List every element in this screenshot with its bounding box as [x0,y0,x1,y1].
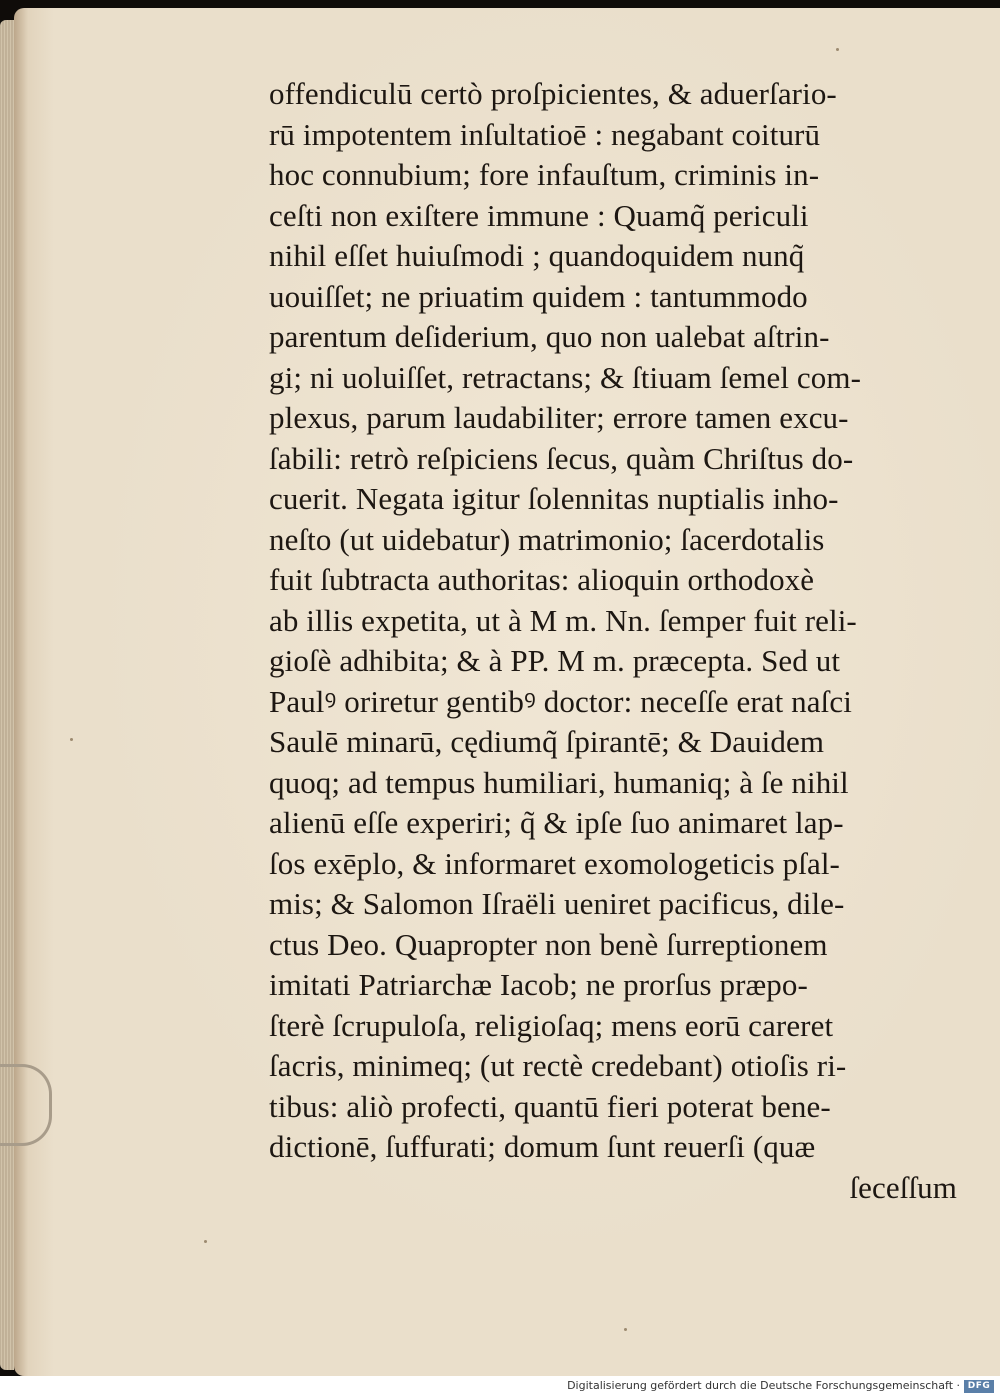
text-line: imitati Patriarchæ Iacob; ne prorſus præpo- [269,967,808,1002]
text-line: hoc connubium; fore infauſtum, criminis in- [269,157,820,192]
text-line: Saulē minarū, cędiumq̃ ſpirantē; & Dauidem [269,724,825,759]
dfg-logo: DFG [964,1380,994,1393]
text-line: gi; ni uoluiſſet, retractans; & ſtiuam ſemel com- [269,359,862,395]
text-line: neſto (ut uidebatur) matrimonio; ſacerdotalis [269,521,825,557]
text-line: dictionē, ſuffurati; domum ſunt reuerſi (quæ [269,1129,816,1164]
text-line: uouiſſet; ne priuatim quidem : tantummodo [269,278,808,314]
text-line: fuit ſubtracta authoritas: alioquin orthodoxè [269,562,815,597]
text-line: ſacris, minimeq; (ut rectè credebant) otioſis ri- [269,1048,847,1083]
text-line: plexus, parum laudabiliter; errore tamen excu- [269,400,849,435]
paper-speck [624,1328,627,1331]
text-line: cuerit. Negata igitur ſolennitas nuptialis inho- [269,481,839,516]
text-line: quoq; ad tempus humiliari, humaniq; à ſe nihil [269,764,849,800]
text-line: parentum deſiderium, quo non ualebat aſtrin- [269,319,830,354]
page-edges [0,20,14,1370]
text-line: nihil eſſet huiuſmodi ; quandoquidem nunq̃ [269,238,805,273]
text-line: ſterè ſcrupuloſa, religioſaq; mens eorū careret [269,1007,834,1043]
paper-speck [70,738,73,741]
catchword: ſeceſſum [849,1169,957,1205]
text-line: ſabili: retrò reſpiciens ſecus, quàm Chriſtus do- [269,440,854,476]
book-page [14,8,1000,1376]
text-line: alienū eſſe experiri; q̃ & ipſe ſuo animaret lap- [269,805,844,840]
digitization-footer [0,1376,1000,1398]
page-clip [0,1064,52,1146]
footer-credit: Digitalisierung gefördert durch die Deutsche Forschungsgemeinschaft · [567,1379,960,1392]
text-line: tibus: aliò profecti, quantū fieri poterat bene- [269,1088,831,1124]
text-line: mis; & Salomon Iſraëli ueniret pacificus, dile- [269,886,845,921]
text-line: ctus Deo. Quapropter non benè ſurreptionem [269,926,828,962]
page-text [269,74,979,1208]
paper-speck [204,1240,207,1243]
text-line: gioſè adhibita; & à PP. M m. præcepta. Sed ut [269,643,841,678]
text-line: rū impotentem inſultatioē : negabant coiturū [269,116,821,152]
text-line: Paulꝰ oriretur gentibꝰ doctor: neceſſe erat naſci [269,683,852,719]
text-line: ceſti non exiſtere immune : Quamq̃ periculi [269,197,809,233]
text-line: ſos exēplo, & informaret exomologeticis pſal- [269,845,840,881]
paper-speck [836,48,839,51]
text-line: ab illis expetita, ut à M m. Nn. ſemper fuit reli- [269,602,857,638]
text-line: offendiculū certò proſpicientes, & aduerſario- [269,76,837,111]
